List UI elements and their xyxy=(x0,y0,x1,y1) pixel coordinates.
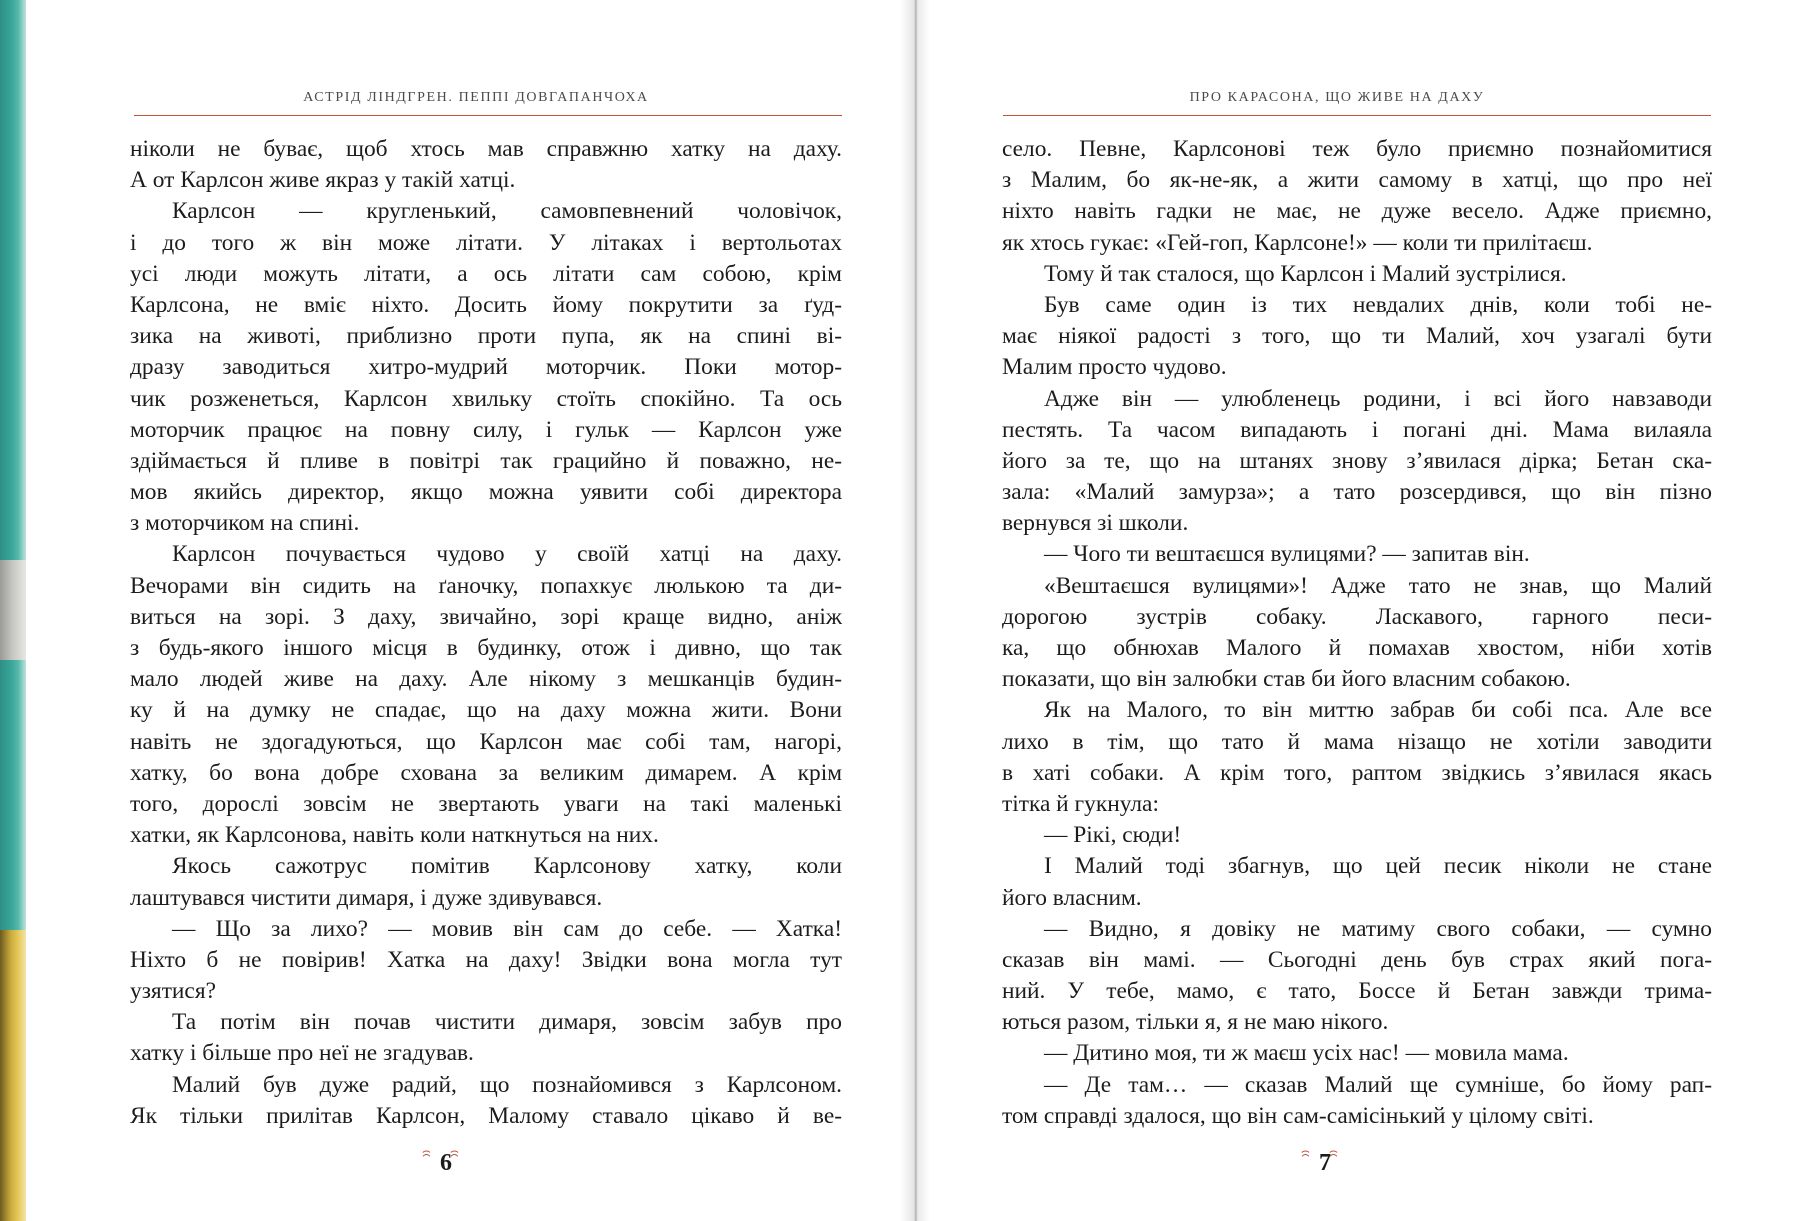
text-line: Як тільки прилітав Карлсон, Малому ставало цікаво й ве- xyxy=(130,1102,842,1129)
page-number xyxy=(1311,1148,1339,1178)
text-line: його власним. xyxy=(1002,884,1142,911)
text-line: ніколи не буває, щоб хтось мав справжню хатку на даху. xyxy=(130,136,842,162)
page-number xyxy=(432,1148,460,1178)
text-line: Ніхто б не повірив! Хатка на даху! Звідки вона могла тут xyxy=(130,946,842,973)
text-line: в хаті собаки. А крім того, раптом звідкись з’явилася якась xyxy=(1002,759,1712,786)
text-line: — Рікі, сюди! xyxy=(1044,822,1182,849)
text-line: Був саме один із тих невдалих днів, коли тобі не- xyxy=(1044,291,1712,318)
text-line: усі люди можуть літати, а ось літати сам собою, крім xyxy=(130,260,842,287)
text-line: з Малим, бо як-не-як, а жити самому в хатці, що про неї xyxy=(1002,167,1712,194)
text-line: тітка й гукнула: xyxy=(1002,790,1159,817)
text-line: його за те, що на штанях знову з’явилася дірка; Бетан ска- xyxy=(1002,447,1712,474)
page-text xyxy=(1002,134,1712,1132)
text-line: виться на зорі. З даху, звичайно, зорі краще видно, аніж xyxy=(130,603,842,630)
text-line: узятися? xyxy=(130,978,216,1005)
running-head: ПРО КАРАСОНА, ЩО ЖИВЕ НА ДАХУ xyxy=(1189,90,1485,105)
text-line: моторчик працює на повну силу, і гульк — Карлсон уже xyxy=(130,416,842,443)
text-line: того, дорослі зовсім не звертають уваги на такі маленькі xyxy=(130,790,842,817)
right-page xyxy=(917,0,1800,1221)
text-line: зала: «Малий замурза»; а тато розсердився, що він пізно xyxy=(1002,479,1712,506)
text-line: ніхто навіть гадки не має, не дуже весело. Адже приємно, xyxy=(1002,198,1712,225)
text-line: Малий був дуже радий, що познайомився з Карлсоном. xyxy=(172,1071,842,1098)
text-line: село. Певне, Карлсонові теж було приємно познайомитися xyxy=(1002,136,1712,162)
text-line: Тому й так сталося, що Карлсон і Малий зустрілися. xyxy=(1044,260,1567,287)
text-line: показати, що він залюбки став би його власним собакою. xyxy=(1002,666,1571,693)
text-line: Якось сажотрус помітив Карлсонову хатку, коли xyxy=(172,853,842,880)
page-text xyxy=(130,134,842,1132)
text-line: хатку, бо вона добре схована за великим димарем. А крім xyxy=(130,759,842,786)
text-line: Як на Малого, то він миттю забрав би собі пса. Але все xyxy=(1044,697,1712,724)
cover-edge-band xyxy=(0,560,26,660)
running-head: АСТРІД ЛІНДГРЕН. ПЕППІ ДОВГАПАНЧОХА xyxy=(303,90,649,105)
text-line: Адже він — улюбленець родини, і всі його навзаводи xyxy=(1044,385,1712,412)
text-line: — Де там… — сказав Малий ще сумніше, бо йому рап- xyxy=(1044,1071,1712,1098)
text-line: — Що за лихо? — мовив він сам до себе. — Хатка! xyxy=(172,915,842,942)
text-line: здіймається й пливе в повітрі так грацийно й поважно, не- xyxy=(130,447,842,474)
cover-edge-band xyxy=(0,930,26,1221)
text-line: ються разом, тільки я, я не маю нікого. xyxy=(1002,1009,1389,1036)
text-line: з будь-якого іншого місця в будинку, отож і дивно, що так xyxy=(130,635,842,661)
text-line: хатку і більше про неї не згадував. xyxy=(130,1040,474,1067)
text-line: том справді здалося, що він сам-самісінький у цілому світі. xyxy=(1002,1102,1594,1129)
text-line: — Чого ти вештаєшся вулицями? — запитав він. xyxy=(1044,541,1530,568)
text-line: Карлсона, не вміє ніхто. Досить йому покрутити за ґуд- xyxy=(130,291,842,318)
text-line: мало людей живе на даху. Але нікому з мешканців будин- xyxy=(130,666,842,693)
text-line: Та потім він почав чистити димаря, зовсім забув про xyxy=(172,1009,842,1036)
text-line: дразу заводиться хитро-мудрий моторчик. Поки мотор- xyxy=(130,354,842,381)
text-line: пестять. Та часом випадають і погані дні. Мама вилаяла xyxy=(1002,416,1712,443)
page-number-value: 7 xyxy=(1319,1149,1331,1176)
text-line: мов якийсь директор, якщо можна уявити собі директора xyxy=(130,479,842,506)
text-line: сказав він мамі. — Сьогодні день був страх який пога- xyxy=(1002,946,1712,973)
header-rule xyxy=(1003,115,1711,116)
text-line: і до того ж він може літати. У літаках і вертольотах xyxy=(130,229,842,256)
text-line: І Малий тоді збагнув, що цей песик ніколи не стане xyxy=(1044,853,1712,880)
text-line: ка, що обнюхав Малого й помахав хвостом, ніби хотів xyxy=(1002,635,1712,661)
text-line: хатки, як Карлсонова, навіть коли наткнуться на них. xyxy=(130,822,659,849)
page-number-value: 6 xyxy=(440,1149,452,1176)
text-line: ку й на думку не спадає, що на даху можна жити. Вони xyxy=(130,697,842,724)
text-line: лихо в тім, що тато й мама нізащо не хотіли заводити xyxy=(1002,728,1712,755)
text-line: ний. У тебе, мамо, є тато, Боссе й Бетан завжди трима- xyxy=(1002,978,1712,1005)
text-line: з моторчиком на спині. xyxy=(130,510,360,537)
text-line: дорогою зустрів собаку. Ласкавого, гарного песи- xyxy=(1002,603,1712,630)
text-line: зика на животі, приблизно проти пупа, як на спині ві- xyxy=(130,323,842,350)
text-line: Карлсон — кругленький, самовпевнений чоловічок, xyxy=(172,198,842,225)
text-line: навіть не здогадуються, що Карлсон має собі там, нагорі, xyxy=(130,728,842,755)
text-line: як хтось гукає: «Гей-гоп, Карлсоне!» — коли ти прилітаєш. xyxy=(1002,229,1593,256)
text-line: — Видно, я довіку не матиму свого собаки, — сумно xyxy=(1044,915,1712,942)
text-line: має ніякої радості з того, що ти Малий, хоч узагалі бути xyxy=(1002,323,1712,350)
text-line: А от Карлсон живе якраз у такій хатці. xyxy=(130,167,516,194)
text-line: — Дитино моя, ти ж маєш усіх нас! — мовила мама. xyxy=(1044,1040,1569,1067)
text-line: Малим просто чудово. xyxy=(1002,354,1227,381)
text-line: Вечорами він сидить на ґаночку, попахкує люлькою та ди- xyxy=(130,572,842,599)
text-line: вернувся зі школи. xyxy=(1002,510,1189,537)
text-line: Карлсон почувається чудово у своїй хатці на даху. xyxy=(172,541,842,568)
text-line: чик розженеться, Карлсон хвильку стоїть спокійно. Та ось xyxy=(130,385,842,412)
left-page xyxy=(26,0,915,1221)
text-line: «Вештаєшся вулицями»! Адже тато не знав, що Малий xyxy=(1044,572,1712,599)
text-line: лаштувався чистити димаря, і дуже здивувався. xyxy=(130,884,603,911)
book-cover-edge xyxy=(0,0,26,1221)
header-rule xyxy=(134,115,842,116)
